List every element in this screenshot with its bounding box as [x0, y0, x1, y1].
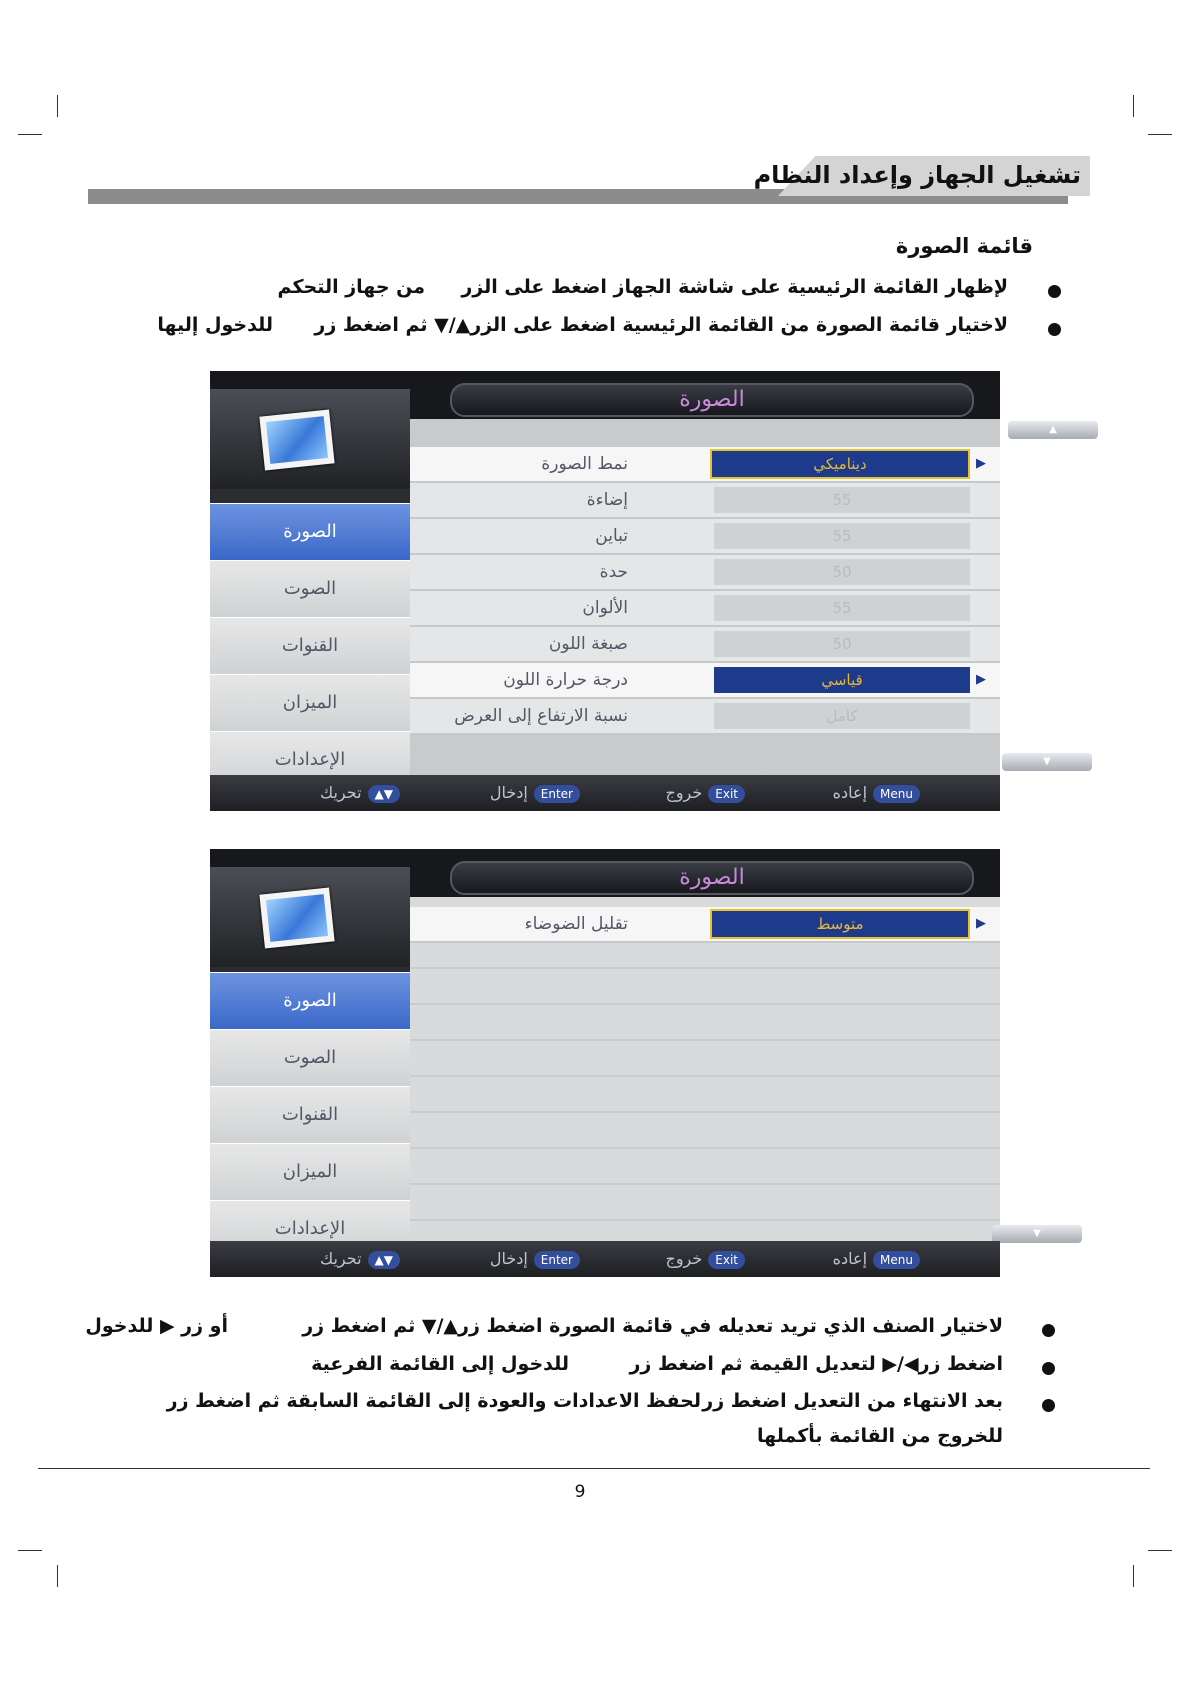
- row-value: متوسط: [710, 909, 970, 939]
- row-value: 50: [714, 559, 970, 585]
- menu-row[interactable]: [410, 483, 1000, 519]
- enter-key: Enter: [534, 1251, 580, 1269]
- bullet: [1042, 1399, 1055, 1412]
- updown-key: ▲▼: [368, 785, 400, 803]
- picture-icon: [259, 887, 334, 948]
- footer-rule: [38, 1468, 1150, 1469]
- row-label: إضاءة: [586, 490, 628, 510]
- tv-menu-screenshot-2: [210, 849, 1041, 1277]
- row-value: 55: [714, 487, 970, 513]
- page-header-title: تشغيل الجهاز وإعداد النظام: [753, 161, 1081, 189]
- crop-mark: [18, 134, 42, 135]
- instruction-text: لإظهار القائمة الرئيسية على شاشة الجهاز اضغط على الزر: [461, 276, 1008, 298]
- tv-title-bar: [450, 861, 974, 895]
- enter-key: Enter: [534, 785, 580, 803]
- logo-box: [210, 389, 410, 489]
- exit-key: Exit: [708, 785, 745, 803]
- instruction-text: لاختيار قائمة الصورة من القائمة الرئيسية اضغط على الزر▲/▼ ثم اضغط زر: [314, 314, 1008, 336]
- footer-enter: Enterإدخال: [490, 783, 580, 803]
- scroll-down-button[interactable]: ▼: [1002, 753, 1092, 771]
- row-label: نمط الصورة: [541, 454, 628, 474]
- instruction-text: اضغط زر◀/▶ لتعديل القيمة ثم اضغط زر: [629, 1353, 1003, 1375]
- sidebar-item-sound[interactable]: الصوت: [210, 560, 410, 617]
- sidebar-item-balance[interactable]: الميزان: [210, 1143, 410, 1200]
- sidebar-item-balance[interactable]: الميزان: [210, 674, 410, 731]
- menu-row[interactable]: [410, 627, 1000, 663]
- footer-exit: Exitخروج: [665, 783, 745, 803]
- crop-mark: [1148, 1550, 1172, 1551]
- page-number: 9: [574, 1482, 586, 1502]
- tv-sidebar: [210, 867, 410, 1241]
- bullet: [1048, 323, 1061, 336]
- crop-mark: [1148, 134, 1172, 135]
- instruction-text: أو زر ▶ للدخول: [85, 1315, 228, 1337]
- crop-mark: [1133, 1565, 1134, 1587]
- row-label: صبغة اللون: [548, 634, 628, 654]
- sidebar-item-picture[interactable]: الصورة: [210, 503, 410, 560]
- logo-box: [210, 867, 410, 967]
- menu-row[interactable]: [410, 699, 1000, 735]
- tv-menu-title: الصورة: [679, 387, 745, 412]
- tv-content: [410, 897, 1041, 1241]
- menu-key: Menu: [873, 1251, 920, 1269]
- menu-row[interactable]: [410, 447, 1000, 483]
- row-value: قياسي: [714, 667, 970, 693]
- tv-footer: [210, 1241, 1000, 1277]
- footer-menu: Menuإعاده: [833, 1249, 920, 1269]
- tv-sidebar: [210, 389, 410, 775]
- row-label: الألوان: [582, 598, 628, 618]
- picture-icon: [259, 409, 334, 470]
- menu-key: Menu: [873, 785, 920, 803]
- row-label: تقليل الضوضاء: [524, 914, 628, 934]
- row-value: كامل: [714, 703, 970, 729]
- arrow-right-icon: ▶: [976, 456, 986, 471]
- row-value: 55: [714, 523, 970, 549]
- instruction-text: من جهاز التحكم: [277, 276, 425, 298]
- instruction-text: للدخول إلى القائمة الفرعية: [311, 1353, 569, 1375]
- menu-row[interactable]: [410, 555, 1000, 591]
- tv-footer: [210, 775, 1000, 811]
- bullet: [1042, 1324, 1055, 1337]
- exit-key: Exit: [708, 1251, 745, 1269]
- sidebar-item-channels[interactable]: القنوات: [210, 1086, 410, 1143]
- instruction-text: بعد الانتهاء من التعديل اضغط زر: [702, 1390, 1003, 1412]
- instruction-text: لاختيار الصنف الذي تريد تعديله في قائمة الصورة اضغط زر▲/▼ ثم اضغط زر: [302, 1315, 1003, 1337]
- menu-row[interactable]: [410, 907, 1000, 943]
- crop-mark: [57, 95, 58, 117]
- bullet: [1042, 1362, 1055, 1375]
- footer-exit: Exitخروج: [665, 1249, 745, 1269]
- footer-menu: Menuإعاده: [833, 783, 920, 803]
- sidebar-item-picture[interactable]: الصورة: [210, 972, 410, 1029]
- row-value: 55: [714, 595, 970, 621]
- menu-row[interactable]: [410, 591, 1000, 627]
- bullet: [1048, 285, 1061, 298]
- row-label: درجة حرارة اللون: [503, 670, 628, 690]
- arrow-right-icon: ▶: [976, 672, 986, 687]
- sidebar-item-sound[interactable]: الصوت: [210, 1029, 410, 1086]
- menu-row[interactable]: [410, 663, 1000, 699]
- footer-enter: Enterإدخال: [490, 1249, 580, 1269]
- tv-menu-title: الصورة: [679, 865, 745, 890]
- row-value: ديناميكي: [710, 449, 970, 479]
- section-title: قائمة الصورة: [895, 234, 1033, 258]
- menu-row[interactable]: [410, 519, 1000, 555]
- sidebar-item-settings[interactable]: الإعدادات: [210, 731, 410, 788]
- tv-content: [410, 419, 1057, 775]
- instruction-text: لحفظ الاعدادات والعودة إلى القائمة السابقة ثم اضغط زر: [166, 1390, 701, 1412]
- footer-move: ▲▼تحريك: [320, 783, 400, 803]
- updown-key: ▲▼: [368, 1251, 400, 1269]
- crop-mark: [1133, 95, 1134, 117]
- footer-move: ▲▼تحريك: [320, 1249, 400, 1269]
- sidebar-item-channels[interactable]: القنوات: [210, 617, 410, 674]
- tv-title-bar: [450, 383, 974, 417]
- row-label: نسبة الارتفاع إلى العرض: [454, 706, 628, 726]
- tv-menu-screenshot: [210, 371, 1057, 811]
- crop-mark: [18, 1550, 42, 1551]
- crop-mark: [57, 1565, 58, 1587]
- sidebar-item-settings[interactable]: الإعدادات: [210, 1200, 410, 1257]
- row-label: حدة: [599, 562, 628, 582]
- scroll-up-button[interactable]: ▲: [1008, 421, 1098, 439]
- arrow-right-icon: ▶: [976, 916, 986, 931]
- row-value: 50: [714, 631, 970, 657]
- row-label: تباين: [595, 526, 628, 546]
- instruction-text: للدخول إليها: [157, 314, 273, 336]
- instruction-text: للخروج من القائمة بأكملها: [757, 1425, 1003, 1447]
- scroll-down-button[interactable]: ▼: [992, 1225, 1082, 1243]
